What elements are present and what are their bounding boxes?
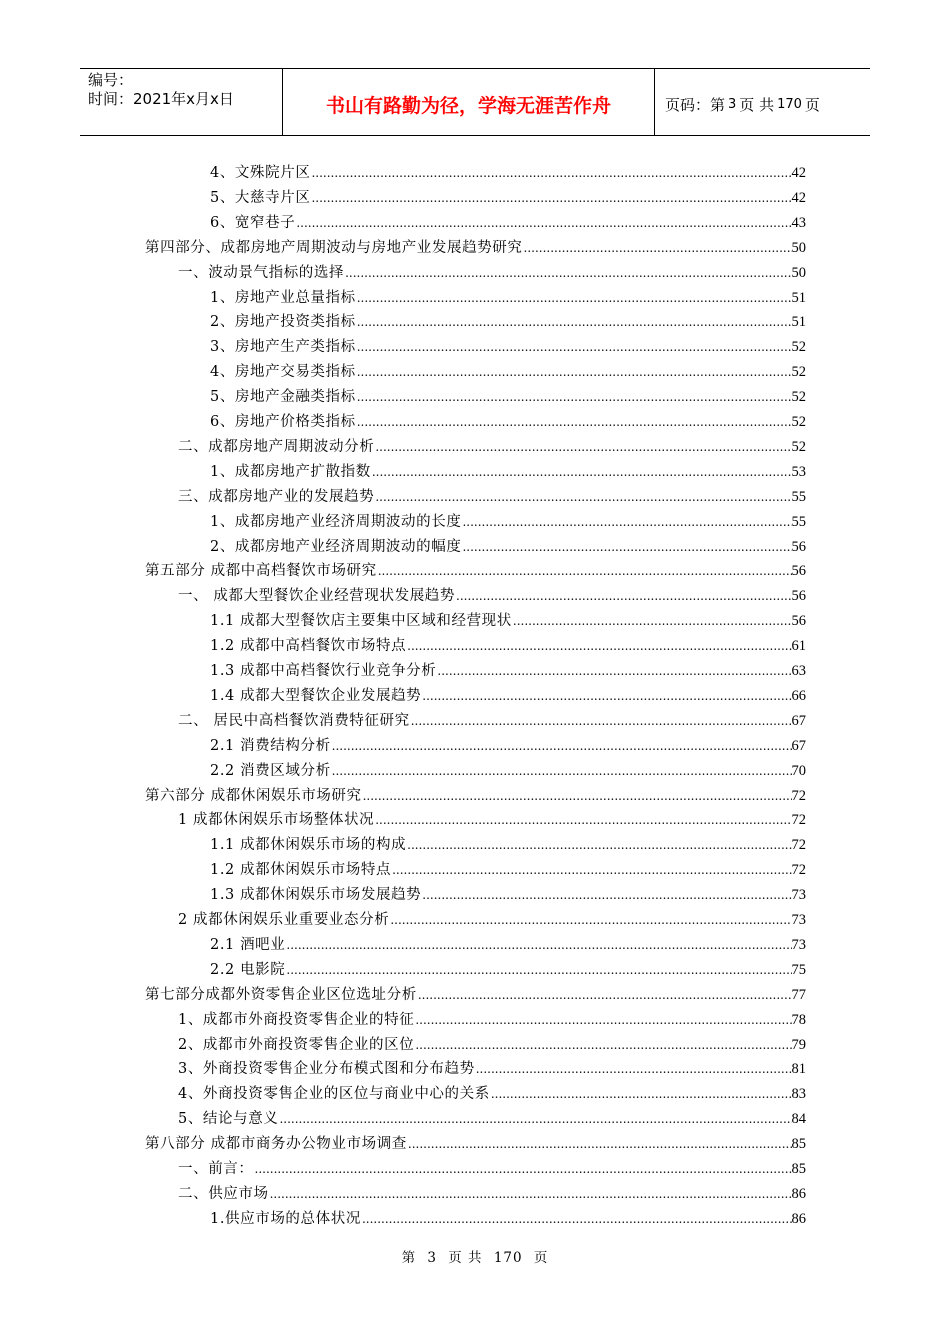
toc-entry-label: 2.1 消费结构分析	[210, 737, 331, 754]
toc-entry-page: 72	[791, 862, 806, 879]
toc-entry-label: 2.2 消费区域分析	[210, 762, 331, 779]
toc-leader-dots	[372, 464, 792, 482]
toc-entry-label: 1.2 成都休闲娱乐市场特点	[210, 862, 392, 879]
toc-leader-dots	[415, 1037, 791, 1055]
toc-entry[interactable]	[210, 407, 806, 432]
toc-entry[interactable]	[145, 980, 806, 1005]
toc-entry-label: 3、房地产生产类指标	[210, 339, 356, 356]
toc-entry[interactable]	[210, 631, 806, 656]
toc-entry-label: 1.2 成都中高档餐饮市场特点	[210, 638, 407, 655]
toc-entry-page: 42	[791, 165, 806, 181]
toc-entry[interactable]	[210, 830, 806, 855]
toc-entry-label: 2.1 酒吧业	[210, 936, 286, 953]
toc-entry-label: 6、宽窄巷子	[210, 214, 296, 231]
toc-leader-dots	[407, 837, 791, 855]
header-page-total: 170	[777, 96, 802, 112]
footer-mid: 页 共	[448, 1250, 483, 1266]
toc-leader-dots	[437, 663, 791, 681]
toc-entry[interactable]	[210, 930, 806, 955]
toc-entry-page: 77	[791, 986, 806, 1003]
toc-entry-page: 51	[791, 289, 806, 306]
toc-entry[interactable]	[210, 606, 806, 631]
toc-entry[interactable]	[210, 183, 806, 208]
toc-entry[interactable]	[210, 507, 806, 532]
toc-entry-page: 56	[791, 588, 806, 605]
toc-leader-dots	[415, 1012, 791, 1030]
toc-entry[interactable]	[178, 258, 806, 283]
header-motto: 书山有路勤为径，学海无涯苦作舟	[283, 69, 655, 135]
header-page-prefix: 页码：第	[665, 95, 726, 114]
toc-leader-dots	[332, 763, 792, 781]
toc-leader-dots	[476, 1061, 792, 1079]
toc-leader-dots	[408, 1136, 792, 1154]
toc-entry[interactable]	[178, 805, 806, 830]
toc-leader-dots	[456, 588, 791, 606]
toc-entry[interactable]	[210, 532, 806, 557]
toc-entry[interactable]	[178, 1005, 806, 1030]
toc-entry[interactable]	[210, 880, 806, 905]
toc-entry-page: 73	[791, 936, 806, 953]
toc-leader-dots	[296, 215, 791, 233]
toc-entry-page: 67	[791, 712, 806, 729]
header-page-info	[655, 69, 870, 135]
toc-leader-dots	[375, 812, 791, 830]
toc-entry-page: 72	[791, 787, 806, 804]
toc-leader-dots	[255, 1161, 792, 1179]
toc-entry-label: 第四部分、成都房地产周期波动与房地产业发展趋势研究	[145, 239, 523, 256]
toc-entry-label: 第八部分 成都市商务办公物业市场调查	[145, 1136, 407, 1153]
toc-entry-page: 73	[791, 887, 806, 904]
toc-leader-dots	[422, 887, 791, 905]
toc-entry-page: 86	[791, 1185, 806, 1202]
toc-leader-dots	[363, 788, 792, 806]
toc-entry-label: 1.3 成都中高档餐饮行业竞争分析	[210, 663, 437, 679]
toc-entry-label: 2、房地产投资类指标	[210, 314, 356, 331]
toc-leader-dots	[311, 165, 791, 183]
toc-entry-label: 5、结论与意义	[178, 1111, 279, 1128]
toc-entry-label: 5、大慈寺片区	[210, 189, 311, 206]
toc-entry-page: 85	[791, 1136, 806, 1153]
toc-entry[interactable]	[210, 756, 806, 781]
toc-entry-label: 二、成都房地产周期波动分析	[178, 438, 375, 455]
toc-entry-label: 1 成都休闲娱乐市场整体状况	[178, 812, 375, 829]
toc-entry-label: 2.2 电影院	[210, 961, 286, 978]
toc-entry[interactable]	[178, 1030, 806, 1055]
toc-entry-page: 81	[791, 1061, 806, 1078]
toc-leader-dots	[462, 514, 791, 532]
toc-entry-label: 4、文殊院片区	[210, 165, 311, 181]
toc-entry[interactable]	[178, 482, 806, 507]
toc-leader-dots	[375, 439, 791, 457]
toc-entry-label: 二、供应市场	[178, 1185, 269, 1202]
toc-entry[interactable]	[178, 581, 806, 606]
toc-entry-page: 50	[791, 239, 806, 256]
header-meta	[80, 69, 283, 135]
toc-leader-dots	[286, 962, 791, 980]
toc-entry-page: 43	[791, 214, 806, 231]
toc-entry[interactable]	[210, 332, 806, 357]
toc-entry-page: 51	[791, 314, 806, 331]
toc-entry[interactable]	[178, 1154, 806, 1179]
toc-entry-label: 1、成都房地产扩散指数	[210, 463, 371, 480]
toc-leader-dots	[491, 1086, 792, 1104]
toc-entry-label: 1.供应市场的总体状况	[210, 1210, 361, 1227]
toc-entry[interactable]	[210, 283, 806, 308]
toc-entry-page: 72	[791, 837, 806, 854]
toc-entry-page: 52	[791, 438, 806, 455]
toc-entry-label: 1.4 成都大型餐饮企业发展趋势	[210, 687, 422, 704]
footer-current: 3	[427, 1250, 437, 1266]
toc-entry-page: 66	[791, 687, 806, 704]
toc-entry[interactable]	[210, 731, 806, 756]
toc-entry-label: 第五部分 成都中高档餐饮市场研究	[145, 563, 377, 580]
toc-entry[interactable]	[210, 158, 806, 183]
toc-entry-page: 42	[791, 189, 806, 206]
toc-entry-label: 1.1 成都大型餐饮店主要集中区域和经营现状	[210, 613, 512, 630]
toc-entry-label: 一、 成都大型餐饮企业经营现状发展趋势	[178, 588, 456, 605]
toc-entry-page: 55	[791, 513, 806, 530]
toc-leader-dots	[286, 937, 791, 955]
toc-entry-page: 55	[791, 488, 806, 505]
page-header	[80, 68, 870, 136]
toc-leader-dots	[462, 539, 791, 557]
toc-leader-dots	[362, 1211, 792, 1229]
toc-leader-dots	[390, 912, 791, 930]
number-label: 编号：	[88, 71, 134, 89]
toc-entry-page: 85	[791, 1161, 806, 1177]
toc-entry-label: 第七部分成都外资零售企业区位选址分析	[145, 986, 417, 1003]
toc-leader-dots	[270, 1186, 792, 1204]
toc-leader-dots	[357, 364, 792, 382]
toc-entry[interactable]	[210, 1204, 806, 1229]
toc-entry[interactable]	[210, 457, 806, 482]
page-footer	[0, 1246, 950, 1266]
header-page-mid: 页 共	[739, 95, 775, 114]
toc-leader-dots	[279, 1111, 791, 1129]
toc-entry-label: 6、房地产价格类指标	[210, 414, 356, 430]
toc-entry[interactable]	[178, 432, 806, 457]
toc-leader-dots	[345, 265, 791, 283]
toc-entry-page: 52	[791, 389, 806, 406]
toc-entry[interactable]	[178, 1079, 806, 1104]
toc-entry[interactable]	[178, 1104, 806, 1129]
toc-entry-page: 56	[791, 563, 806, 580]
toc-entry-page: 78	[791, 1011, 806, 1028]
toc-entry-page: 52	[791, 364, 806, 381]
toc-leader-dots	[378, 563, 792, 581]
toc-entry[interactable]	[210, 208, 806, 233]
toc-entry-page: 53	[791, 463, 806, 480]
header-page-suffix: 页	[804, 95, 820, 114]
toc-entry-label: 第六部分 成都休闲娱乐市场研究	[145, 787, 362, 804]
toc-entry[interactable]	[210, 656, 806, 681]
footer-total: 170	[493, 1250, 523, 1266]
toc-entry-label: 1.1 成都休闲娱乐市场的构成	[210, 837, 407, 854]
footer-suffix: 页	[533, 1250, 549, 1266]
toc-entry-page: 84	[791, 1111, 806, 1128]
toc-entry[interactable]	[178, 905, 806, 930]
toc-entry-page: 73	[791, 912, 806, 928]
toc-leader-dots	[357, 290, 792, 308]
toc-entry-page: 52	[791, 339, 806, 356]
toc-leader-dots	[357, 339, 792, 357]
toc-leader-dots	[311, 190, 791, 208]
toc-entry[interactable]	[210, 307, 806, 332]
toc-entry-label: 1、房地产业总量指标	[210, 289, 356, 306]
toc-entry-page: 72	[791, 812, 806, 829]
toc-entry[interactable]	[145, 781, 806, 806]
toc-entry-label: 二、 居民中高档餐饮消费特征研究	[178, 712, 410, 729]
toc-entry[interactable]	[210, 382, 806, 407]
toc-entry-page: 63	[791, 663, 806, 679]
time-label: 时间：2021年x月x日	[88, 90, 234, 108]
toc-entry-label: 三、成都房地产业的发展趋势	[178, 488, 375, 505]
toc-entry-page: 52	[791, 414, 806, 430]
toc-leader-dots	[357, 389, 792, 407]
toc-entry[interactable]	[178, 1054, 806, 1079]
toc-leader-dots	[332, 738, 792, 756]
toc-entry[interactable]	[178, 1179, 806, 1204]
toc-entry-label: 1、成都市外商投资零售企业的特征	[178, 1011, 415, 1028]
toc-entry-page: 86	[791, 1210, 806, 1227]
toc-entry[interactable]	[145, 233, 806, 258]
toc-entry-label: 5、房地产金融类指标	[210, 389, 356, 406]
toc-entry-page: 75	[791, 961, 806, 978]
toc-entry[interactable]	[210, 955, 806, 980]
toc-entry[interactable]	[210, 357, 806, 382]
toc-entry[interactable]	[210, 855, 806, 880]
toc-entry-label: 2 成都休闲娱乐业重要业态分析	[178, 912, 390, 928]
toc-entry-page: 70	[791, 762, 806, 779]
toc-leader-dots	[407, 638, 791, 656]
toc-entry-label: 2、成都市外商投资零售企业的区位	[178, 1036, 415, 1053]
toc-leader-dots	[513, 613, 792, 631]
toc-leader-dots	[357, 314, 792, 332]
footer-prefix: 第	[401, 1250, 417, 1266]
toc-leader-dots	[524, 240, 792, 258]
toc-entry-page: 50	[791, 264, 806, 281]
toc-entry-label: 4、房地产交易类指标	[210, 364, 356, 381]
toc-entry-label: 4、外商投资零售企业的区位与商业中心的关系	[178, 1086, 490, 1103]
toc-entry-page: 67	[791, 737, 806, 754]
toc-leader-dots	[411, 713, 792, 731]
toc-entry[interactable]	[145, 1129, 806, 1154]
toc-entry-label: 一、前言：	[178, 1161, 254, 1177]
toc-entry[interactable]	[210, 681, 806, 706]
toc-entry-page: 83	[791, 1086, 806, 1103]
toc-entry-page: 61	[791, 638, 806, 655]
toc-entry-label: 1、成都房地产业经济周期波动的长度	[210, 513, 462, 530]
toc-entry-label: 3、外商投资零售企业分布模式图和分布趋势	[178, 1061, 475, 1078]
toc-leader-dots	[418, 987, 792, 1005]
toc-entry-label: 2、成都房地产业经济周期波动的幅度	[210, 538, 462, 555]
toc-entry-page: 79	[791, 1036, 806, 1053]
toc-entry-page: 56	[791, 538, 806, 555]
header-page-current: 3	[728, 96, 737, 112]
toc-entry[interactable]	[178, 706, 806, 731]
toc-entry-label: 一、波动景气指标的选择	[178, 264, 345, 281]
toc-entry[interactable]	[145, 556, 806, 581]
toc-leader-dots	[375, 489, 791, 507]
toc-leader-dots	[422, 688, 791, 706]
toc-leader-dots	[392, 862, 791, 880]
toc-entry-page: 56	[791, 613, 806, 630]
toc-leader-dots	[357, 414, 792, 432]
toc-entry-label: 1.3 成都休闲娱乐市场发展趋势	[210, 887, 422, 904]
